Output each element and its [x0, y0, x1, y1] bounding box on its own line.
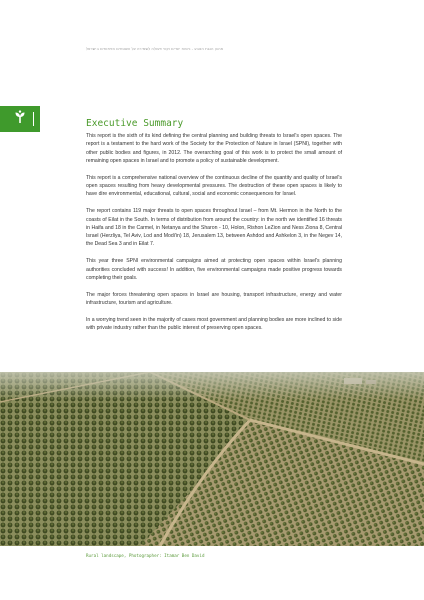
paragraph: The report contains 119 major threats to open spaces throughout Israel – from Mt. Hermon in the North to the coasts of Eilat in the South. In terms of distribution from around the country: in the north we identified 16 threats in Haifa and 18 in the Carmel, in Netanya and the Sharon - 10, Holon, Rishon LeZion and Ness Ziona 8, Central Israel (Herzliya, Tel Aviv, Lod and Modi'in) 18, Jerusalem 13, between Ashdod and Ashkelon 3, in the Negev 14, the Dead Sea 3 and in Eilat 7. [86, 208, 342, 248]
paragraph: The major forces threatening open spaces in Israel are housing, transport infrastructure, energy and water infrastructure, tourism and agriculture. [86, 291, 342, 307]
bar-divider [33, 112, 34, 126]
section-heading: Executive Summary [86, 118, 184, 130]
paragraph: In a worrying trend seen in the majority of cases most government and planning bodies are more inclined to side with private industry rather than the public interest of preserving open spaces. [86, 317, 342, 332]
paragraph: This report is the sixth of its kind defining the central planning and building threats to Israel's open spaces. The report is a testament to the hard work of the Society for the Protection of Nature in Israel (SPNI), together with other public bodies and figures, in 2012. The overarching goal of this work is to protect the small amount of remaining open spaces in Israel and to promote a policy of sustainable development. [86, 133, 342, 164]
running-head: ארגון הגנת הטבע - ניסוח יעדים וקווי פעולה לשמירה על השטחים הפתוחים בישראל [86, 47, 224, 51]
paragraph: This year three SPNI environmental campaigns aimed at protecting open spaces within Israel's planning authorities concluded with success! In addition, five environmental campaigns made positive progress towards completing their goals. [86, 258, 342, 281]
section-marker [0, 106, 40, 132]
paragraph: This report is a comprehensive national overview of the continuous decline of the quantity and quality of Israel's open spaces resulting from heavy developmental pressures. The destruction of these open spaces is likely to have dire environmental, educational, cultural, social and economic consequences for Israel. [86, 174, 342, 198]
photo-caption: Rural landscape, Photographer: Itamar Ben David [86, 553, 205, 558]
landscape-photo [0, 372, 424, 546]
sprout-icon [14, 110, 26, 129]
body-text [86, 132, 342, 341]
